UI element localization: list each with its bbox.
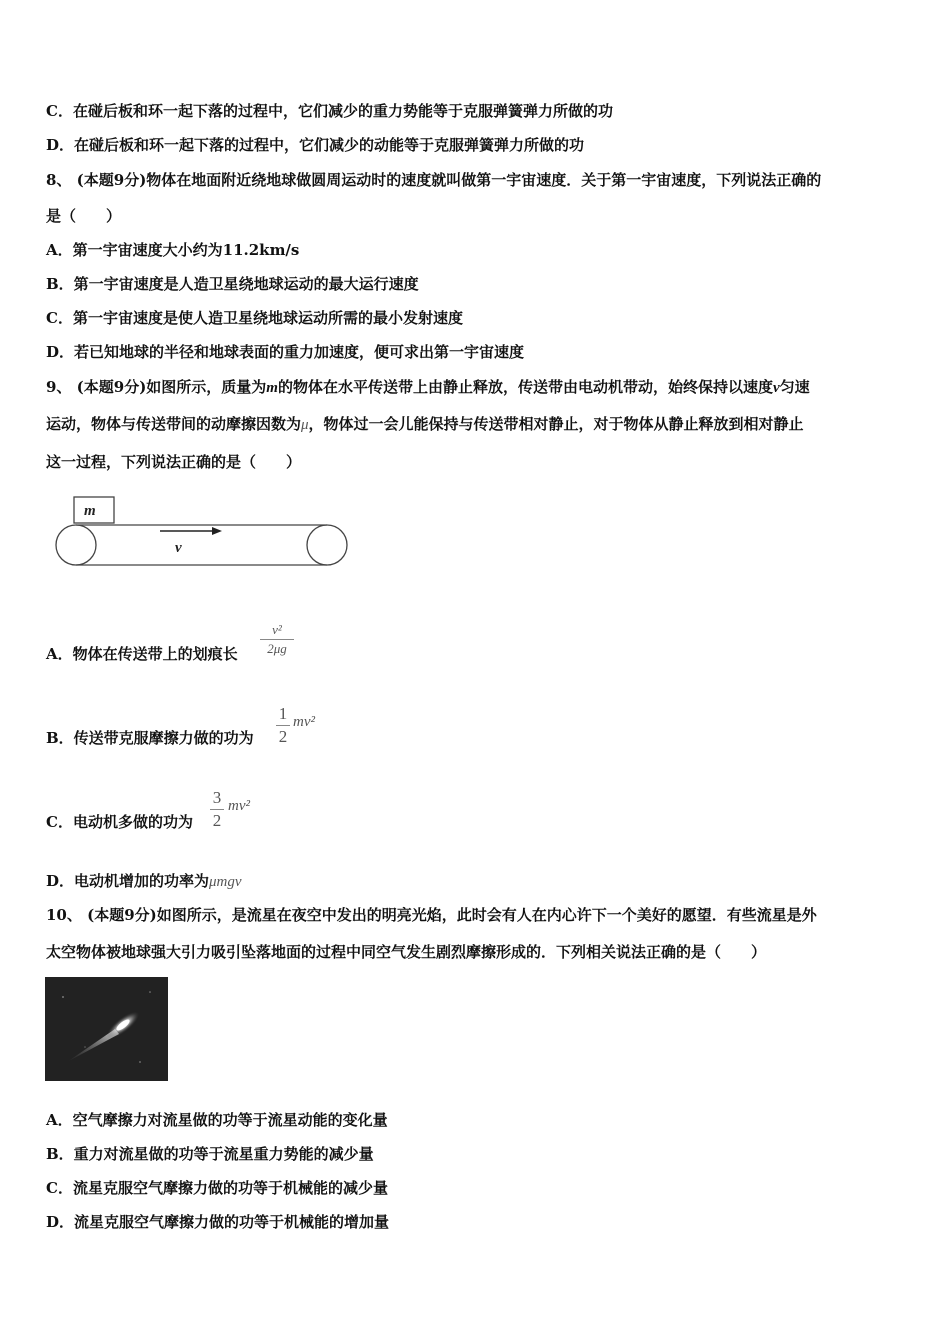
q8-stem-line-1: 8、 (本题9分)物体在地面附近绕地球做圆周运动时的速度就叫做第一宇宙速度．关于第一宇宙速度，下列说法正确的 <box>46 171 822 189</box>
q8-stem-line-2: 是（ ） <box>46 207 122 225</box>
q9-option-c-expression: mv² <box>228 798 250 814</box>
fraction-bar <box>210 809 224 810</box>
q9-option-a-fraction <box>260 622 294 657</box>
q9-option-b-denominator: 2 <box>278 727 288 746</box>
q9-option-d-text: D．电动机增加的功率为 <box>46 872 210 890</box>
q8-option-c: C．第一宇宙速度是使人造卫星绕地球运动所需的最小发射速度 <box>46 309 463 327</box>
q9-stem-line-2 <box>46 414 804 435</box>
q9-velocity-symbol: v <box>772 380 780 396</box>
velocity-label: v <box>175 540 182 556</box>
block-mass-label: m <box>84 503 96 519</box>
conveyor-belt-figure <box>52 494 352 570</box>
q9-option-b-fraction <box>276 704 290 747</box>
q9-stem-text-1a: 9、 (本题9分)如图所示，质量为 <box>46 378 267 396</box>
q8-option-d: D．若已知地球的半径和地球表面的重力加速度，便可求出第一宇宙速度 <box>46 343 525 361</box>
q9-stem-text-2a: 运动，物体与传送带间的动摩擦因数为 <box>46 415 302 433</box>
q9-stem-line-1 <box>46 377 810 398</box>
q10-stem-line-2: 太空物体被地球强大引力吸引坠落地面的过程中同空气发生剧烈摩擦形成的．下列相关说法正确的是（ ） <box>46 943 767 961</box>
meteor-photo <box>45 977 168 1081</box>
fraction-bar <box>276 725 290 726</box>
q9-option-a: A．物体在传送带上的划痕长 <box>46 645 238 663</box>
q9-stem-text-2b: ，物体过一会儿能保持与传送带相对静止，对于物体从静止释放到相对静止 <box>308 415 804 433</box>
q7-option-c: C．在碰后板和环一起下落的过程中，它们减少的重力势能等于克服弹簧弹力所做的功 <box>46 102 613 120</box>
q8-option-a: A．第一宇宙速度大小约为11.2km/s <box>46 241 300 259</box>
q9-option-d-expression: μmgv <box>209 874 242 890</box>
fraction-bar <box>260 639 294 640</box>
q10-option-b: B．重力对流星做的功等于流星重力势能的减少量 <box>46 1145 374 1163</box>
left-roller <box>56 525 96 565</box>
q9-option-d <box>46 871 242 892</box>
q10-option-c: C．流星克服空气摩擦力做的功等于机械能的减少量 <box>46 1179 388 1197</box>
q9-option-a-denominator: 2μg <box>267 641 287 656</box>
right-roller <box>307 525 347 565</box>
q9-stem-text-1b: 的物体在水平传送带上由静止释放，传送带由电动机带动，始终保持以速度 <box>277 378 773 396</box>
q7-option-d: D．在碰后板和环一起下落的过程中，它们减少的动能等于克服弹簧弹力所做的功 <box>46 136 585 154</box>
q9-mu-symbol: μ <box>301 417 309 433</box>
q9-option-c-fraction <box>210 788 224 831</box>
q9-option-b-expression: mv² <box>293 714 315 730</box>
q10-option-a: A．空气摩擦力对流星做的功等于流星动能的变化量 <box>46 1111 388 1129</box>
q9-option-c: C．电动机多做的功为 <box>46 813 193 831</box>
q9-option-c-numerator: 3 <box>212 788 222 807</box>
q9-option-c-denominator: 2 <box>212 811 222 830</box>
q9-option-a-numerator: v² <box>272 622 282 637</box>
q9-option-b-numerator: 1 <box>278 704 288 723</box>
q9-stem-text-1c: 匀速 <box>779 378 810 396</box>
q10-stem-line-1: 10、 (本题9分)如图所示，是流星在夜空中发出的明亮光焰，此时会有人在内心许下一个美好的愿望．有些流星是外 <box>46 906 817 924</box>
velocity-arrowhead <box>212 527 222 535</box>
q9-mass-symbol: m <box>266 380 278 396</box>
q9-stem-line-3: 这一过程，下列说法正确的是（ ） <box>46 453 302 471</box>
q9-option-b: B．传送带克服摩擦力做的功为 <box>46 729 254 747</box>
q10-option-d: D．流星克服空气摩擦力做的功等于机械能的增加量 <box>46 1213 390 1231</box>
q8-option-b: B．第一宇宙速度是人造卫星绕地球运动的最大运行速度 <box>46 275 419 293</box>
